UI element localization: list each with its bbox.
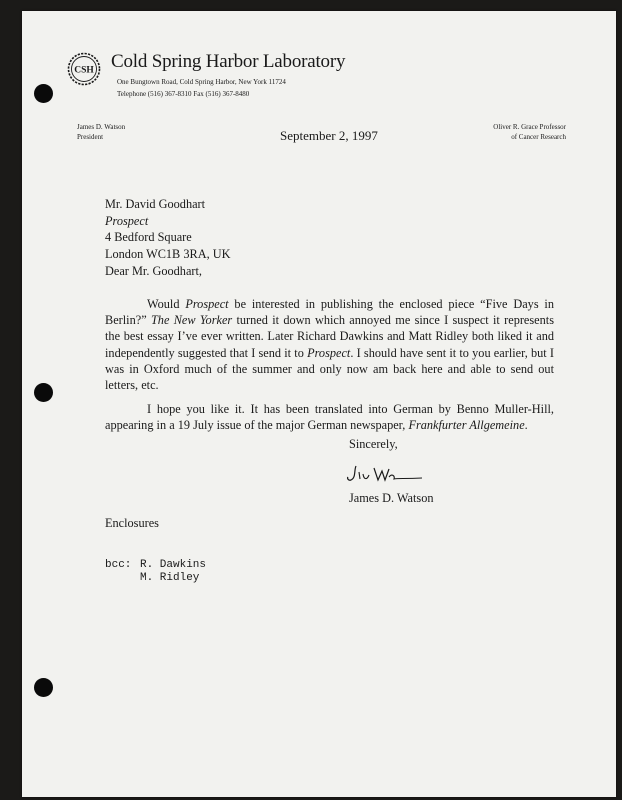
recipient-publication: Prospect [105,213,149,228]
logo-text: CSH [74,65,94,76]
salutation: Dear Mr. Goodhart, [105,264,202,278]
signer-name: James D. Watson [349,491,434,505]
org-phone: Telephone (516) 367-8310 Fax (516) 367-8480 [117,90,250,98]
letter-page [22,11,616,797]
recipient-street: 4 Bedford Square [105,230,192,244]
binder-hole-top [34,84,53,103]
professorship-line1: Oliver R. Grace Professor [493,123,566,131]
recipient-name: Mr. David Goodhart [105,197,206,211]
bcc-recipient-2: M. Ridley [140,572,200,584]
binder-hole-middle [34,383,53,402]
signature [342,458,432,488]
closing: Sincerely, [349,437,398,451]
org-name: Cold Spring Harbor Laboratory [111,51,346,72]
bcc-recipient-1: R. Dawkins [140,559,207,571]
sender-name: James D. Watson [77,123,126,131]
recipient-city: London WC1B 3RA, UK [105,246,231,261]
body-paragraph-2: I hope you like it. It has been translated into German by Benno Muller-Hill, appearing in a 19 July issue of the major German newspaper, Frankfurter Allgemeine. [105,402,554,433]
enclosures: Enclosures [105,516,159,530]
body-paragraph-1: Would Prospect be interested in publishing the enclosed piece “Five Days in Berlin?” The New Yorker turned it down which annoyed me since I suspect it represents the best essay I’ve ever written. Later Richard Dawkins and Matt Ridley both liked it and independently suggested that I send it to Prospect. I should have sent it to you earlier, but I was in Oxford much of the summer and only now am back here and able to send out letters, etc. [105,297,555,393]
binder-hole-bottom [34,678,53,697]
professorship-line2: of Cancer Research [511,133,566,141]
sender-title: President [77,133,104,141]
org-address: One Bungtown Road, Cold Spring Harbor, New York 11724 [117,78,286,86]
csh-logo [67,52,101,86]
recipient-block [105,196,230,262]
bcc-label: bcc: [105,559,132,571]
letter-date: September 2, 1997 [280,128,378,143]
